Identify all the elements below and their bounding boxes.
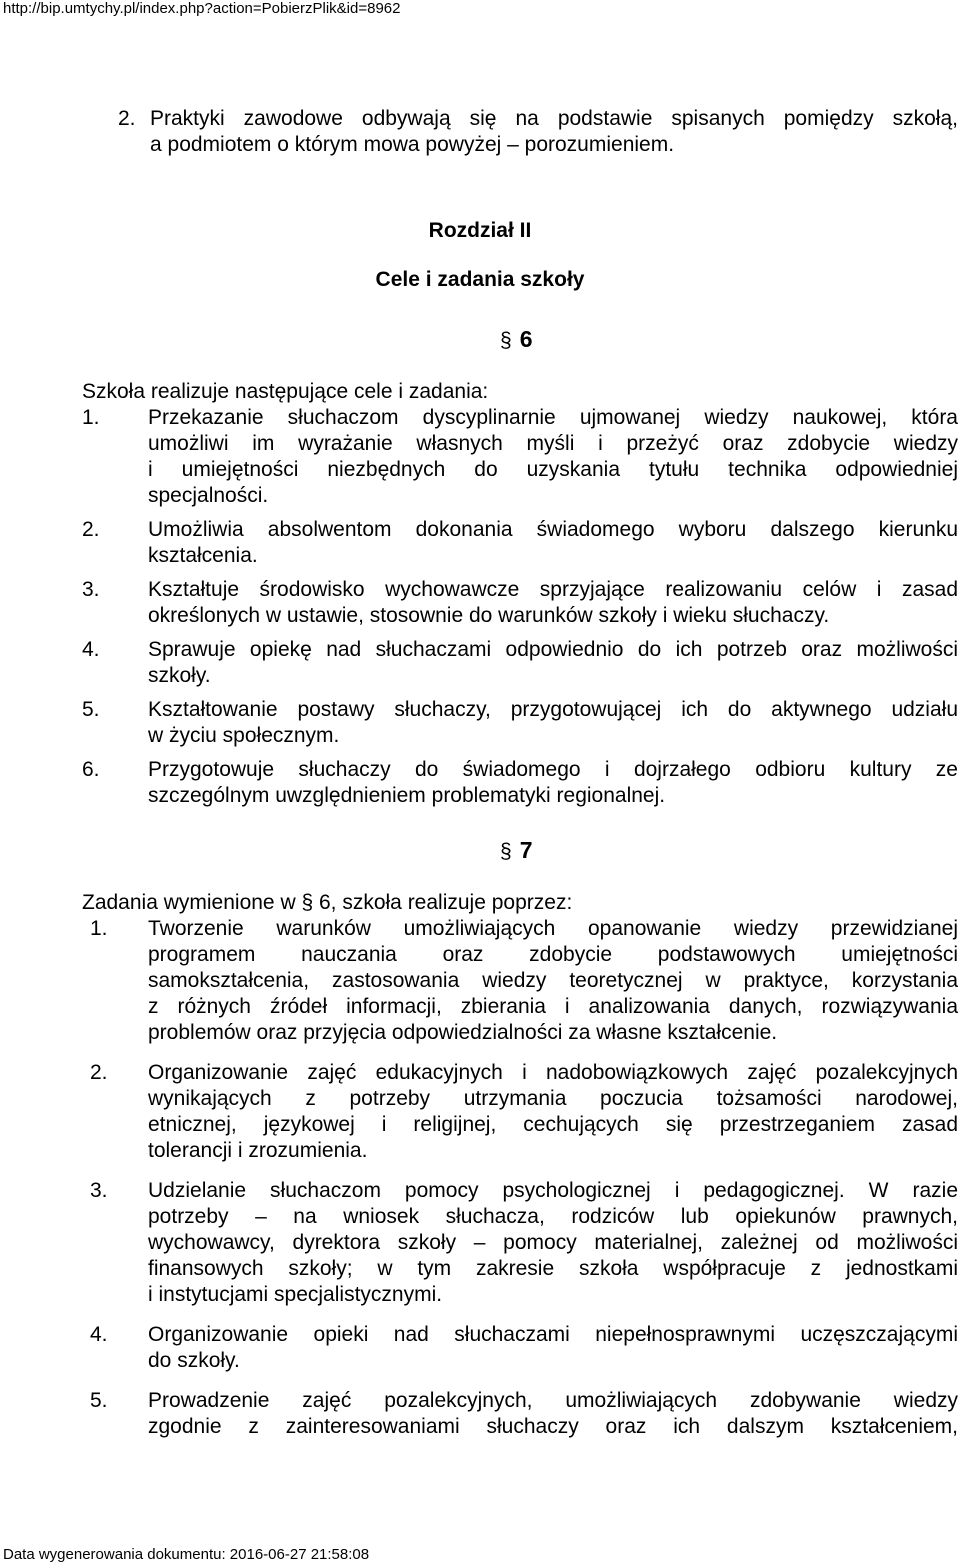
intro-line: a podmiotem o którym mowa powyżej – porozumieniem.: [150, 133, 675, 156]
page-header-url: http://bip.umtychy.pl/index.php?action=PobierzPlik&id=8962: [3, 0, 401, 17]
paragraph-number: 7: [519, 837, 533, 863]
list-item-line: potrzeby – na wniosek słuchacza, rodziców lub opiekunów prawnych,: [148, 1205, 958, 1228]
paragraph-number: 6: [519, 326, 533, 352]
chapter-title: Rozdział II: [428, 219, 532, 242]
list-item-line: Sprawuje opiekę nad słuchaczami odpowiednio do ich potrzeb oraz możliwości: [148, 638, 958, 661]
lead-text: Zadania wymienione w: [82, 891, 296, 914]
list-item-line: i instytucjami specjalistycznymi.: [148, 1283, 443, 1306]
page-footer: Data wygenerowania dokumentu: 2016-06-27 21:58:08: [3, 1546, 370, 1563]
list-item-number: 1.: [82, 406, 100, 429]
list-item-line: wychowawcy, dyrektora szkoły – pomocy materialnej, zależnej od możliwości: [148, 1231, 958, 1254]
intro-line: Praktyki zawodowe odbywają się na podstawie spisanych pomiędzy szkołą,: [150, 107, 958, 130]
list-item-number: 1.: [90, 917, 108, 940]
list-item-number: 6.: [82, 758, 100, 781]
list-item-number: 2.: [82, 518, 100, 541]
list-item-line: Przygotowuje słuchaczy do świadomego i dojrzałego odbioru kultury ze: [148, 758, 958, 781]
paragraph-6-lead: Szkoła realizuje następujące cele i zadania:: [82, 380, 489, 403]
list-item-line: tolerancji i zrozumienia.: [148, 1139, 368, 1162]
list-item-number: 3.: [90, 1179, 108, 1202]
list-item-line: określonych w ustawie, stosownie do warunków szkoły i wieku słuchaczy.: [148, 604, 830, 627]
paragraph-7-lead: [82, 890, 572, 916]
paragraph-6-heading: [500, 325, 532, 355]
list-item-line: problemów oraz przyjęcia odpowiedzialności za własne kształcenie.: [148, 1021, 778, 1044]
list-item-line: zgodnie z zainteresowaniami słuchaczy oraz ich dalszym kształceniem,: [148, 1415, 958, 1438]
list-item-line: Organizowanie opieki nad słuchaczami niepełnosprawnymi uczęszczającymi: [148, 1323, 958, 1346]
list-item-line: do szkoły.: [148, 1349, 240, 1372]
list-item-line: z różnych źródeł informacji, zbierania i analizowania danych, rozwiązywania: [148, 995, 958, 1018]
paragraph-7-heading: [500, 836, 532, 866]
list-item-line: Przekazanie słuchaczom dyscyplinarnie ujmowanej wiedzy naukowej, która: [148, 406, 958, 429]
list-item-line: i umiejętności niezbędnych do uzyskania tytułu technika odpowiedniej: [148, 458, 958, 481]
list-item-number: 5.: [82, 698, 100, 721]
list-item-line: programem nauczania oraz zdobycie podstawowych umiejętności: [148, 943, 958, 966]
list-item-line: specjalności.: [148, 484, 269, 507]
section-symbol: §: [500, 840, 512, 863]
chapter-subtitle: Cele i zadania szkoły: [375, 268, 585, 291]
list-item-number: 3.: [82, 578, 100, 601]
intro-number: 2.: [118, 107, 136, 130]
list-item-line: Prowadzenie zajęć pozalekcyjnych, umożliwiających zdobywanie wiedzy: [148, 1389, 958, 1412]
list-item-line: szkoły.: [148, 664, 211, 687]
list-item-number: 2.: [90, 1061, 108, 1084]
list-item-line: Tworzenie warunków umożliwiających opanowanie wiedzy przewidzianej: [148, 917, 958, 940]
list-item-line: samokształcenia, zastosowania wiedzy teoretycznej w praktyce, korzystania: [148, 969, 958, 992]
list-item-line: Umożliwia absolwentom dokonania świadomego wyboru dalszego kierunku: [148, 518, 958, 541]
list-item-number: 4.: [82, 638, 100, 661]
section-symbol: §: [301, 891, 314, 914]
list-item-line: szczególnym uwzględnieniem problematyki regionalnej.: [148, 784, 666, 807]
list-item-line: etnicznej, językowej i religijnej, cechujących się przestrzeganiem zasad: [148, 1113, 958, 1136]
list-item-line: kształcenia.: [148, 544, 258, 567]
section-symbol: §: [500, 329, 512, 352]
list-item-line: finansowych szkoły; w tym zakresie szkoła współpracuje z jednostkami: [148, 1257, 958, 1280]
list-item-number: 4.: [90, 1323, 108, 1346]
list-item-line: w życiu społecznym.: [148, 724, 340, 747]
list-item-line: Udzielanie słuchaczom pomocy psychologicznej i pedagogicznej. W razie: [148, 1179, 958, 1202]
list-item-line: Kształtuje środowisko wychowawcze sprzyjające realizowaniu celów i zasad: [148, 578, 958, 601]
lead-text: 6, szkoła realizuje poprzez:: [318, 891, 573, 914]
list-item-line: umożliwi im wyrażanie własnych myśli i przeżyć oraz zdobycie wiedzy: [148, 432, 958, 455]
list-item-line: Kształtowanie postawy słuchaczy, przygotowującej ich do aktywnego udziału: [148, 698, 958, 721]
list-item-number: 5.: [90, 1389, 108, 1412]
list-item-line: wynikających z potrzeby utrzymania poczucia tożsamości narodowej,: [148, 1087, 958, 1110]
list-item-line: Organizowanie zajęć edukacyjnych i nadobowiązkowych zajęć pozalekcyjnych: [148, 1061, 958, 1084]
